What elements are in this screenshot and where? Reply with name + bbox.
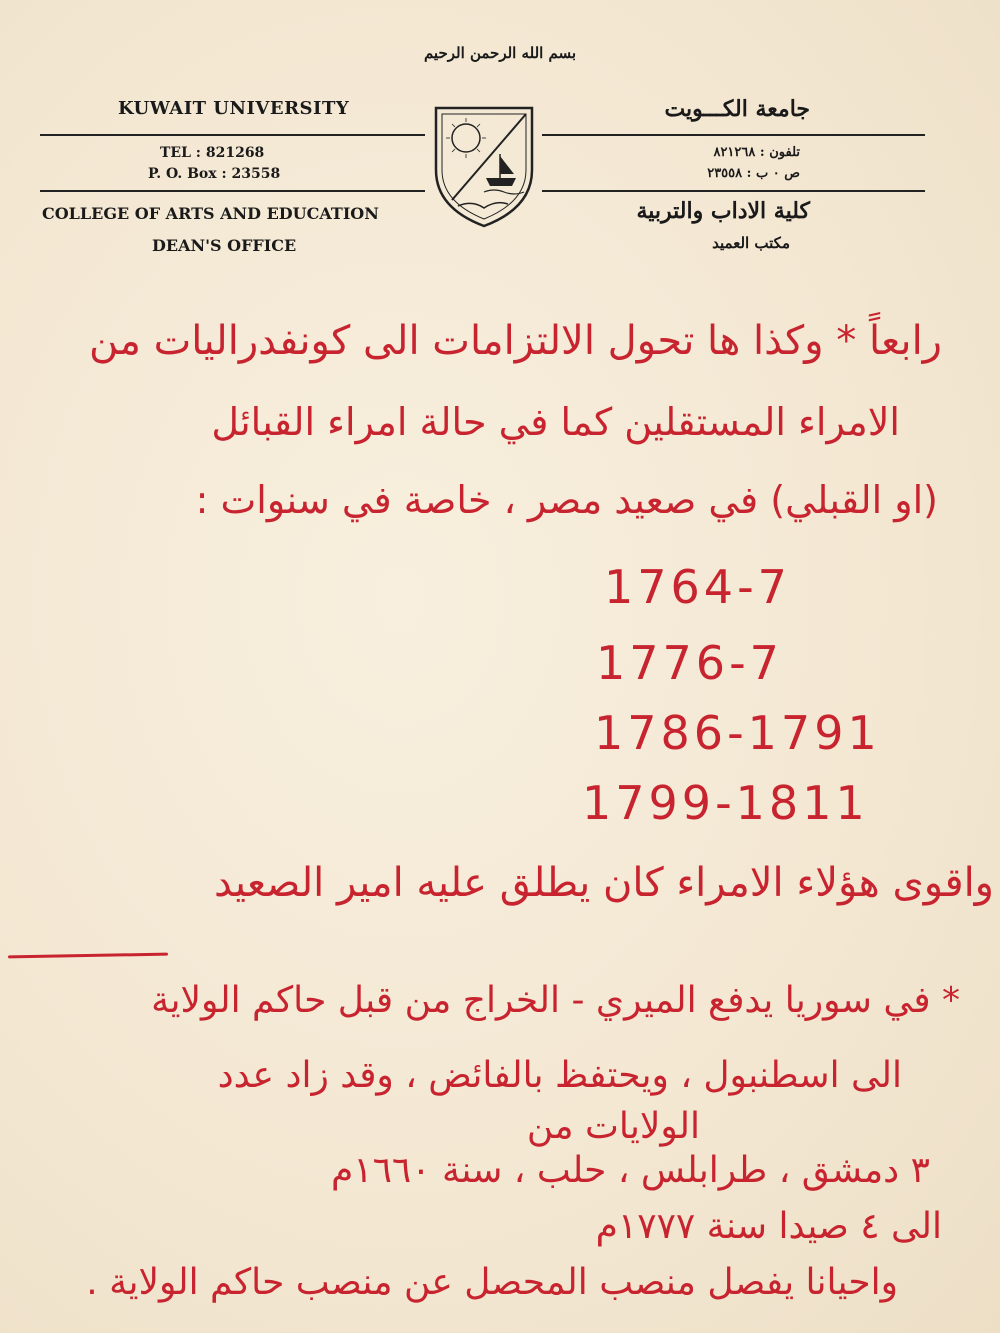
dean-office-en: DEAN'S OFFICE: [152, 236, 297, 255]
kuwait-university-crest-icon: [428, 100, 540, 230]
year-range-2: 1776-7: [596, 636, 783, 690]
handwritten-line-4: واقوى هؤلاء الامراء كان يطلق عليه امير الصعيد: [213, 860, 994, 906]
handwritten-line-10: واحيانا يفصل منصب المحصل عن منصب حاكم الولاية .: [86, 1262, 898, 1303]
header-rule-right-bottom: [542, 190, 925, 192]
year-range-4: 1799-1811: [582, 776, 869, 830]
header-rule-left-top: [40, 134, 425, 136]
university-name-en: KUWAIT UNIVERSITY: [118, 98, 350, 119]
header-rule-left-bottom: [40, 190, 425, 192]
year-range-1: 1764-7: [604, 560, 791, 614]
handwritten-line-6: الى اسطنبول ، ويحتفظ بالفائض ، وقد زاد عدد: [217, 1055, 902, 1096]
handwritten-line-3: (او القبلي) في صعيد مصر ، خاصة في سنوات :: [195, 478, 938, 522]
handwritten-line-7: الولايات من: [526, 1106, 700, 1147]
po-box-ar: ص ٠ ب : ٢٣٥٥٨: [707, 166, 800, 181]
handwritten-line-9: الى ٤ صيدا سنة ١٧٧٧م: [595, 1206, 942, 1247]
telephone-ar: تلفون : ٨٢١٢٦٨: [713, 145, 800, 160]
po-box-en: P. O. Box : 23558: [148, 166, 281, 182]
college-name-en: COLLEGE OF ARTS AND EDUCATION: [42, 204, 379, 223]
college-name-ar: كلية الاداب والتربية: [636, 198, 810, 224]
basmala-heading: بسم الله الرحمن الرحيم: [423, 44, 577, 62]
handwritten-line-8: ٣ دمشق ، طرابلس ، حلب ، سنة ١٦٦٠م: [330, 1150, 930, 1191]
telephone-en: TEL : 821268: [160, 145, 265, 161]
university-name-ar: جامعة الكـــويت: [664, 96, 810, 122]
handwritten-line-2: الامراء المستقلين كما في حالة امراء القبائل: [211, 400, 900, 444]
handwritten-line-1: رابعاً * وكذا ها تحول الالتزامات الى كونفدراليات من: [89, 318, 942, 364]
year-range-3: 1786-1791: [594, 706, 881, 760]
header-rule-right-top: [542, 134, 925, 136]
dean-office-ar: مكتب العميد: [712, 234, 790, 252]
handwritten-line-5: * في سوريا يدفع الميري - الخراج من قبل حاكم الولاية: [151, 980, 960, 1021]
